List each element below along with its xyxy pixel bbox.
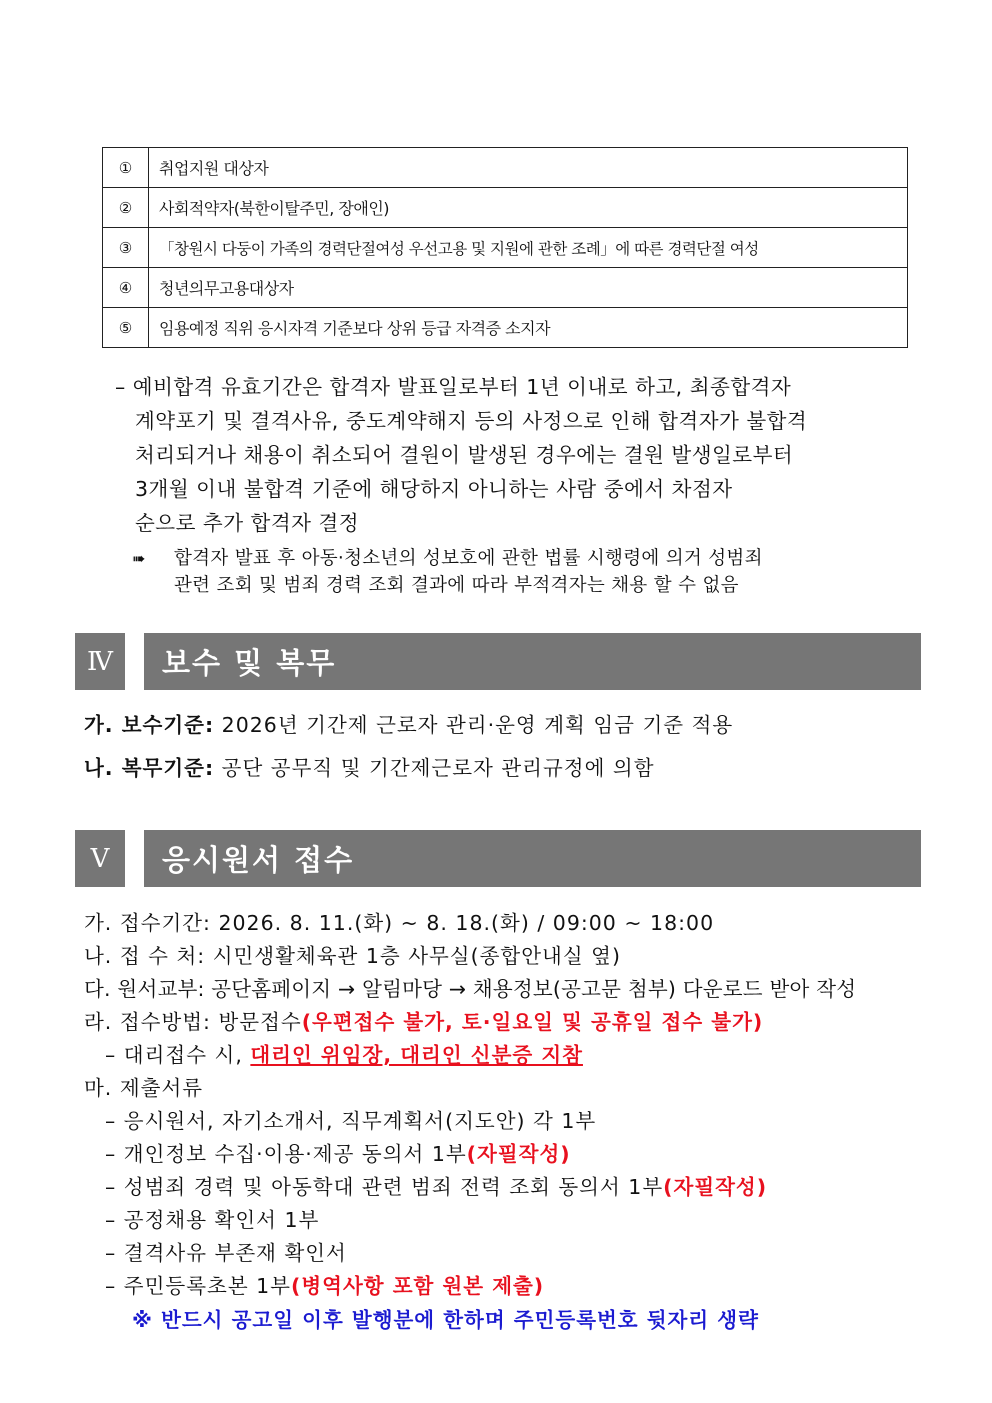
row-number: ⑤ (103, 308, 149, 348)
row-text: 「창원시 다둥이 가족의 경력단절여성 우선고용 및 지원에 관한 조례」에 따른 경력단절 여성 (149, 228, 908, 268)
section-number: Ⅳ (75, 633, 125, 690)
document-text: – 결격사유 부존재 확인서 (90, 1241, 347, 1265)
application-method (84, 1005, 763, 1035)
table-row (103, 188, 908, 228)
document-text: – 공정채용 확인서 1부 (90, 1208, 320, 1232)
proxy-text: – 대리접수 시, (90, 1043, 251, 1067)
proxy-application (90, 1038, 583, 1068)
document-text: – 주민등록초본 1부 (90, 1274, 291, 1298)
preference-table (102, 147, 908, 348)
row-text: 취업지원 대상자 (149, 148, 908, 188)
section-title: 보수 및 복무 (144, 633, 921, 690)
item-text: 2026년 기간제 근로자 관리·운영 계획 임금 기준 적용 (214, 713, 734, 737)
document-item (90, 1269, 544, 1299)
document-note: (자필작성) (663, 1175, 768, 1199)
document-item (90, 1137, 571, 1167)
row-number: ② (103, 188, 149, 228)
application-form: 다. 원서교부: 공단홈페이지 → 알림마당 → 채용정보(공고문 첨부) 다운로드 받아 작성 (84, 977, 857, 1001)
section-title: 응시원서 접수 (144, 830, 921, 887)
note-block (132, 545, 922, 601)
note-line: 관련 조회 및 범죄 경력 조회 결과에 따라 부적격자는 채용 할 수 없음 (174, 575, 739, 596)
table-row (103, 268, 908, 308)
section-number: Ⅴ (75, 830, 125, 887)
application-place: 나. 접 수 처: 시민생활체육관 1층 사무실(종합안내실 옆) (84, 944, 621, 968)
note-line: 합격자 발표 후 아동·청소년의 성보호에 관한 법률 시행령에 의거 성범죄 (174, 548, 763, 569)
row-text: 사회적약자(북한이탈주민, 장애인) (149, 188, 908, 228)
document-text: – 성범죄 경력 및 아동학대 관련 범죄 전력 조회 동의서 1부 (90, 1175, 664, 1199)
row-text: 청년의무고용대상자 (149, 268, 908, 308)
item-text: 공단 공무직 및 기간제근로자 관리규정에 의함 (214, 756, 655, 780)
table-row (103, 228, 908, 268)
item-label: 가. 보수기준: (84, 713, 215, 737)
notice-text: ※ 반드시 공고일 이후 발행분에 한하며 주민등록번호 뒷자리 생략 (132, 1308, 759, 1332)
document-text: – 개인정보 수집·이용·제공 동의서 1부 (90, 1142, 467, 1166)
document-note: (병역사항 포함 원본 제출) (290, 1274, 545, 1298)
document-note: (자필작성) (466, 1142, 571, 1166)
item-label: 나. 복무기준: (84, 756, 215, 780)
document-text: – 응시원서, 자기소개서, 직무계획서(지도안) 각 1부 (90, 1109, 597, 1133)
pay-standard (84, 708, 733, 738)
paragraph-line: 3개월 이내 불합격 기준에 해당하지 아니하는 사람 중에서 차점자 (135, 477, 733, 501)
method-text: 라. 접수방법: 방문접수 (84, 1010, 302, 1034)
paragraph-line: 계약포기 및 결격사유, 중도계약해지 등의 사정으로 인해 합격자가 불합격 (135, 409, 808, 433)
paragraph-line: 순으로 추가 합격자 결정 (135, 511, 360, 535)
method-warning: (우편접수 불가, 토·일요일 및 공휴일 접수 불가) (301, 1010, 764, 1034)
documents-title: 마. 제출서류 (84, 1076, 204, 1100)
duty-standard (84, 751, 655, 781)
document-item (90, 1170, 767, 1200)
reserve-pass-paragraph (115, 370, 915, 540)
row-text: 임용예정 직위 응시자격 기준보다 상위 등급 자격증 소지자 (149, 308, 908, 348)
row-number: ④ (103, 268, 149, 308)
application-period: 가. 접수기간: 2026. 8. 11.(화) ~ 8. 18.(화) / 09:00 ~ 18:00 (84, 911, 715, 935)
table-row (103, 148, 908, 188)
document-item (90, 1236, 347, 1266)
paragraph-line: 처리되거나 채용이 취소되어 결원이 발생된 경우에는 결원 발생일로부터 (135, 443, 794, 467)
document-item (90, 1203, 319, 1233)
arrow-icon: ➠ (132, 549, 146, 568)
proxy-warning: 대리인 위임장, 대리인 신분증 지참 (250, 1043, 583, 1067)
row-number: ① (103, 148, 149, 188)
table-row (103, 308, 908, 348)
row-number: ③ (103, 228, 149, 268)
document-item (90, 1104, 596, 1134)
paragraph-line: – 예비합격 유효기간은 합격자 발표일로부터 1년 이내로 하고, 최종합격자 (115, 375, 792, 399)
